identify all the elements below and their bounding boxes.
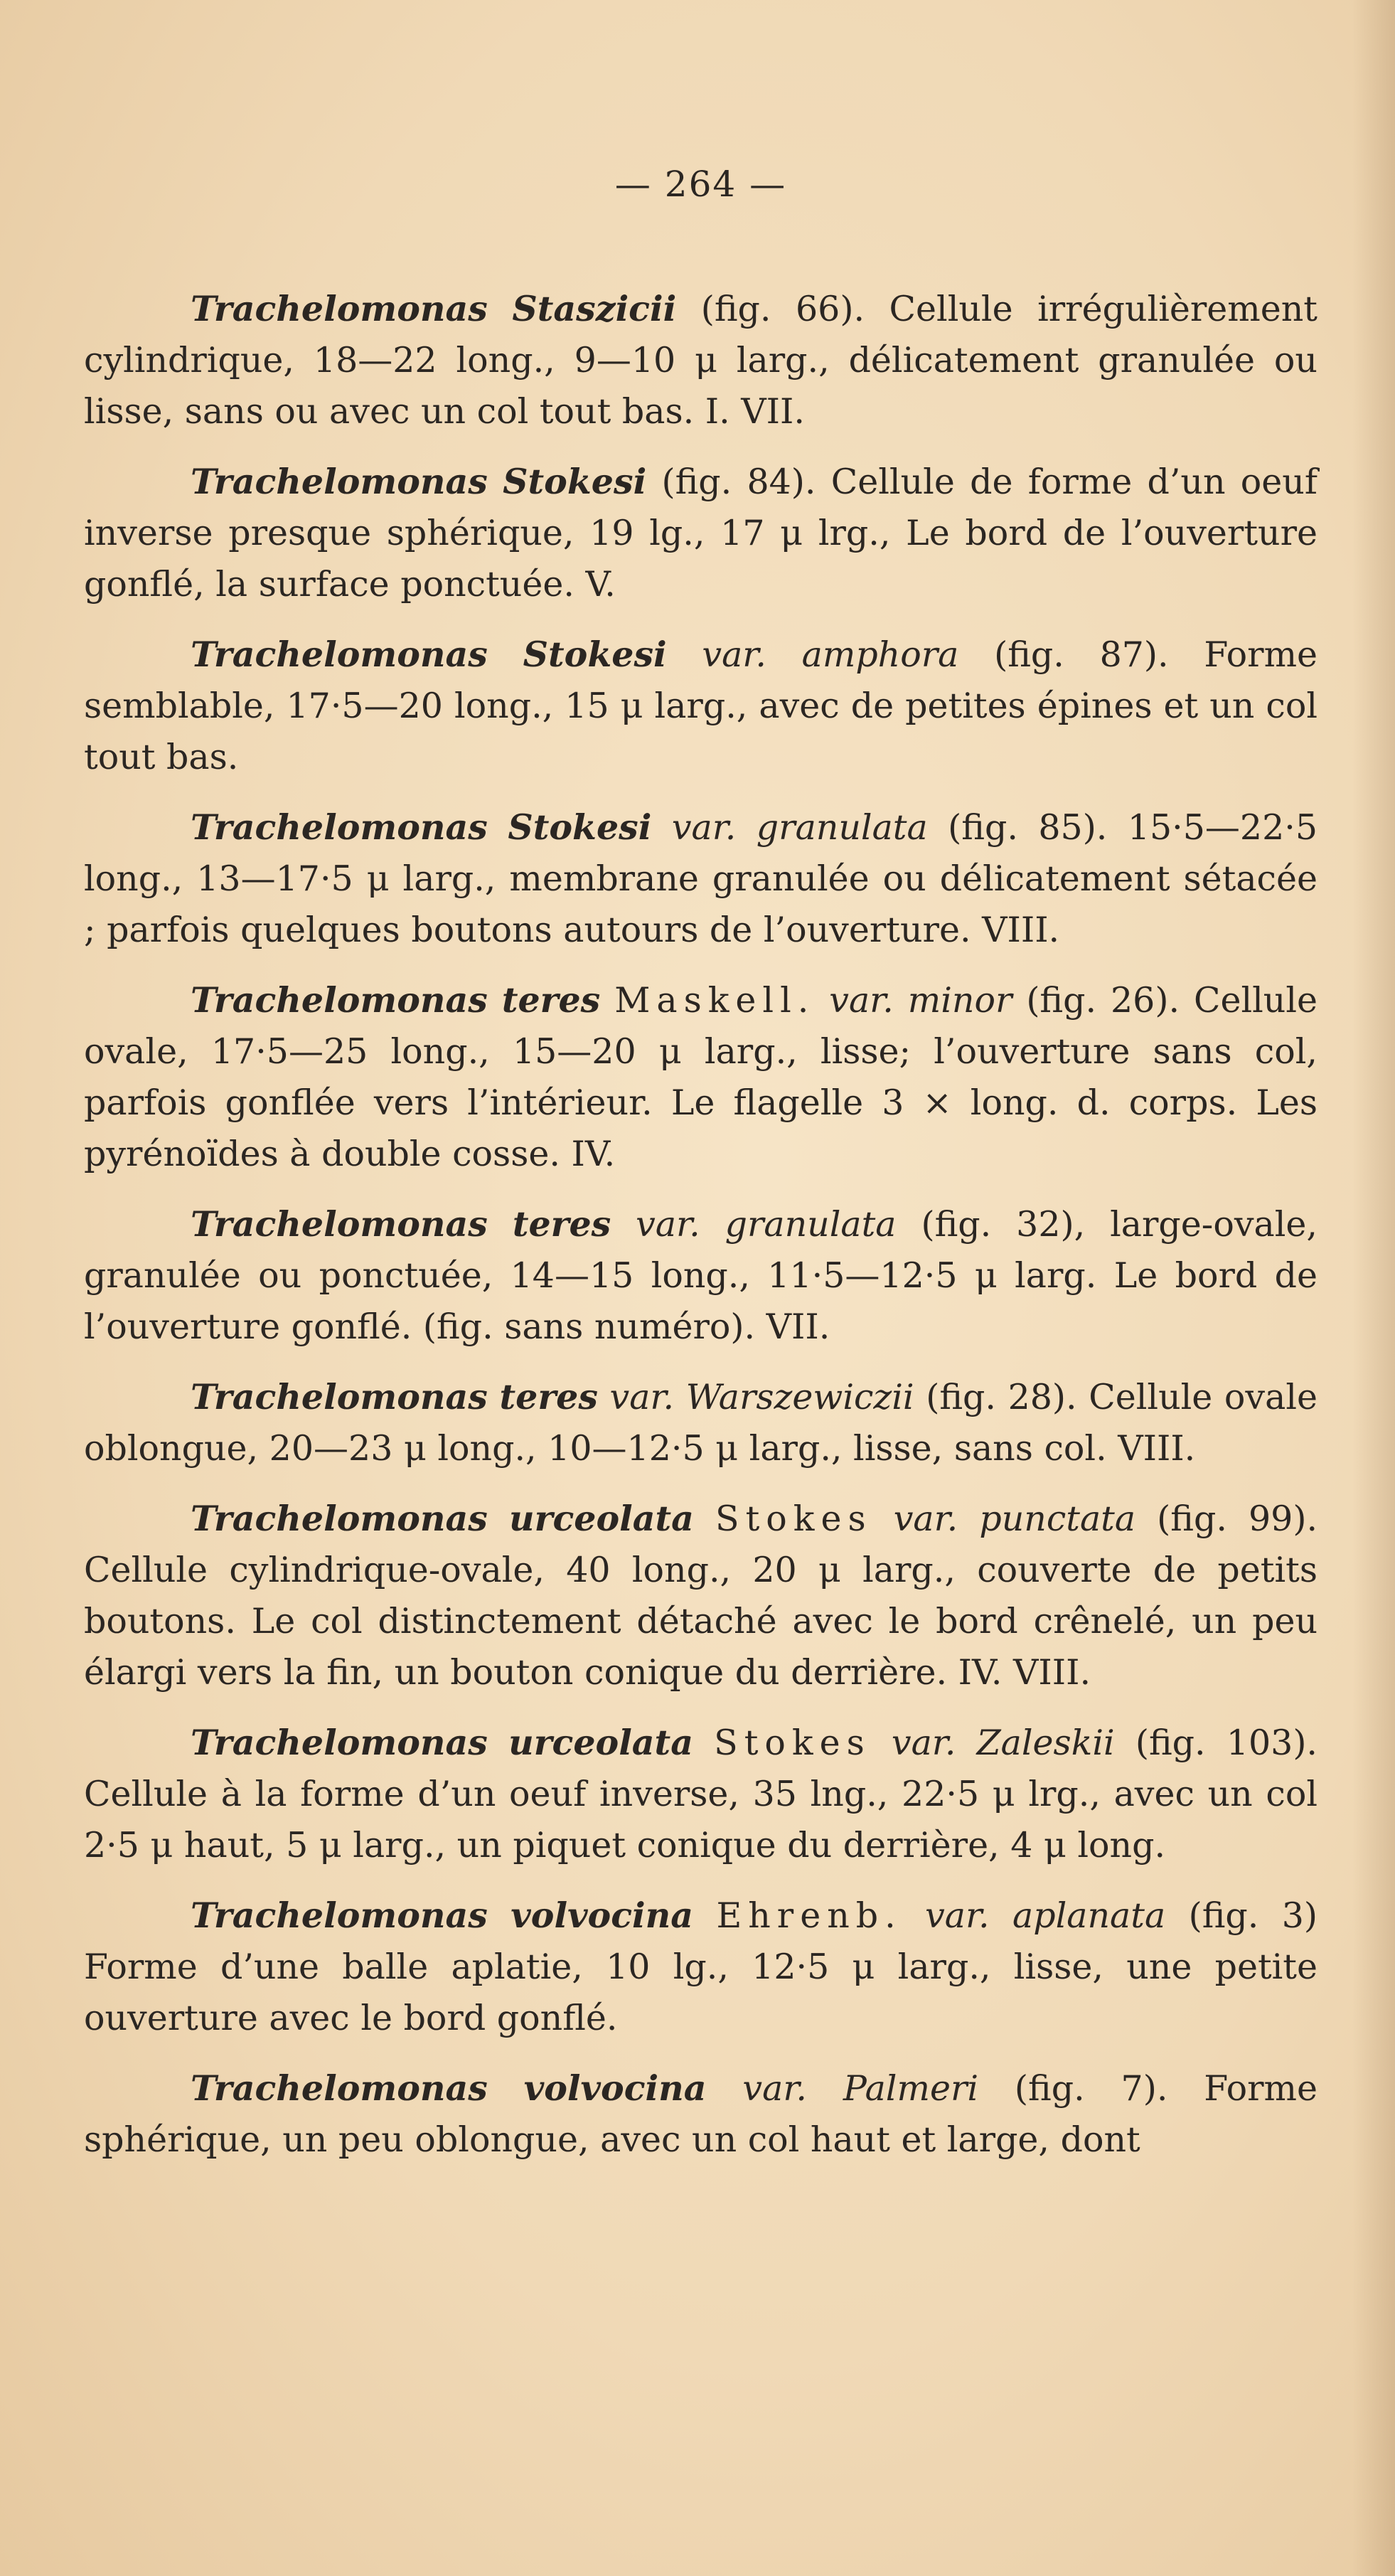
variety-label: var. (925, 1895, 990, 1936)
genus-name: Trachelomonas (191, 979, 488, 1021)
variety-name: minor (907, 980, 1012, 1021)
entry-description: (fig. 87). Forme semblable, 17·5—20 long., 15 μ larg., avec de petites épines et un col tout bas. (84, 634, 1318, 777)
author-name: Ehrenb. (716, 1895, 902, 1936)
genus-name: Trachelomonas (191, 1498, 488, 1539)
genus-name: Trachelomonas (191, 1376, 488, 1417)
author-name: Maskell. (614, 980, 816, 1021)
genus-name: Trachelomonas (191, 634, 488, 675)
entry-description: (fig. 66). Cellule irrégulièrement cylindrique, 18—22 long., 9—10 μ larg., délicatement granulée ou lisse, sans ou avec un col tout bas. I. VII. (84, 289, 1318, 432)
variety-label: var. (891, 1723, 956, 1763)
species-name: teres (499, 1376, 598, 1417)
variety-label: var. (636, 1204, 700, 1245)
species-entry (84, 974, 1318, 1180)
variety-label: var. (893, 1499, 958, 1539)
variety-label: var. (829, 980, 894, 1021)
variety-name: Warszewiczii (685, 1377, 914, 1417)
genus-name: Trachelomonas (191, 288, 488, 329)
species-entry (84, 802, 1318, 956)
entry-description: (fig. 103). Cellule à la forme d’un oeuf inverse, 35 lng., 22·5 μ lrg., avec un col 2·5 μ haut, 5 μ larg., un piquet conique du derrière, 4 μ long. (84, 1723, 1318, 1866)
species-entry (84, 1493, 1318, 1698)
genus-name: Trachelomonas (191, 807, 488, 848)
variety-label: var. (671, 807, 737, 848)
genus-name: Trachelomonas (191, 1722, 488, 1763)
species-name: Stokesi (508, 807, 652, 848)
species-name: Stokesi (503, 461, 647, 502)
variety-name: amphora (801, 634, 959, 675)
species-entry (84, 629, 1318, 783)
species-entry (84, 283, 1318, 437)
entry-description: (fig. 85). 15·5—22·5 long., 13—17·5 μ larg., membrane granulée ou délicatement sétacée ; parfois quelques boutons autours de l’ouverture. VIII. (84, 807, 1318, 950)
variety-name: Zaleskii (976, 1723, 1115, 1763)
species-entry (84, 1890, 1318, 2044)
genus-name: Trachelomonas (191, 1895, 488, 1936)
variety-label: var. (609, 1377, 675, 1417)
variety-name: Palmeri (843, 2068, 979, 2109)
entry-description: (fig. 26). Cellule ovale, 17·5—25 long., 15—20 μ larg., lisse; l’ouverture sans col, parfois gonflée vers l’intérieur. Le flagelle 3 × long. d. corps. Les pyrénoïdes à double cosse. IV. (84, 980, 1318, 1174)
variety-label: var. (742, 2068, 807, 2109)
entries-list (84, 283, 1318, 2166)
species-name: teres (512, 1203, 611, 1245)
page-edge-shadow (1352, 0, 1395, 2576)
genus-name: Trachelomonas (191, 1203, 488, 1245)
book-page (84, 164, 1318, 2184)
species-name: teres (501, 979, 601, 1021)
species-name: Stokesi (523, 634, 667, 675)
entry-description: (fig. 32), large-ovale, granulée ou ponctuée, 14—15 long., 11·5—12·5 μ larg. Le bord de l’ouverture gonflé. (fig. sans numéro). VII. (84, 1204, 1318, 1347)
species-name: volvocina (523, 2067, 707, 2109)
species-entry (84, 456, 1318, 610)
species-entry (84, 1717, 1318, 1871)
genus-name: Trachelomonas (191, 461, 488, 502)
entry-description: (fig. 84). Cellule de forme d’un oeuf inverse presque sphérique, 19 lg., 17 μ lrg., Le bord de l’ouverture gonflé, la surface ponctuée. V. (84, 462, 1318, 605)
variety-name: punctata (979, 1499, 1136, 1539)
species-entry (84, 1371, 1318, 1474)
species-name: Staszicii (512, 288, 677, 329)
page-number: — 264 — (614, 164, 787, 205)
variety-label: var. (702, 634, 766, 675)
entry-description: (fig. 7). Forme sphérique, un peu oblongue, avec un col haut et large, dont (84, 2068, 1318, 2160)
species-entry (84, 1198, 1318, 1353)
author-name: Stokes (715, 1499, 872, 1539)
species-entry (84, 2063, 1318, 2166)
species-name: urceolata (509, 1498, 694, 1539)
variety-name: granulata (756, 807, 928, 848)
species-name: urceolata (508, 1722, 693, 1763)
entry-description: (fig. 3) Forme d’une balle aplatie, 10 lg., 12·5 μ larg., lisse, une petite ouverture avec le bord gonflé. (84, 1895, 1318, 2038)
genus-name: Trachelomonas (191, 2067, 488, 2109)
variety-name: granulata (725, 1204, 897, 1245)
variety-name: aplanata (1012, 1895, 1166, 1936)
author-name: Stokes (714, 1723, 871, 1763)
entry-description: (fig. 99). Cellule cylindrique-ovale, 40 long., 20 μ larg., couverte de petits boutons. Le col distinctement détaché avec le bord crênelé, un peu élargi vers la fin, un bouton conique du derrière. IV. VIII. (84, 1499, 1318, 1693)
species-name: volvocina (511, 1895, 694, 1936)
entry-description: (fig. 28). Cellule ovale oblongue, 20—23 μ long., 10—12·5 μ larg., lisse, sans col. VIII. (84, 1377, 1318, 1469)
